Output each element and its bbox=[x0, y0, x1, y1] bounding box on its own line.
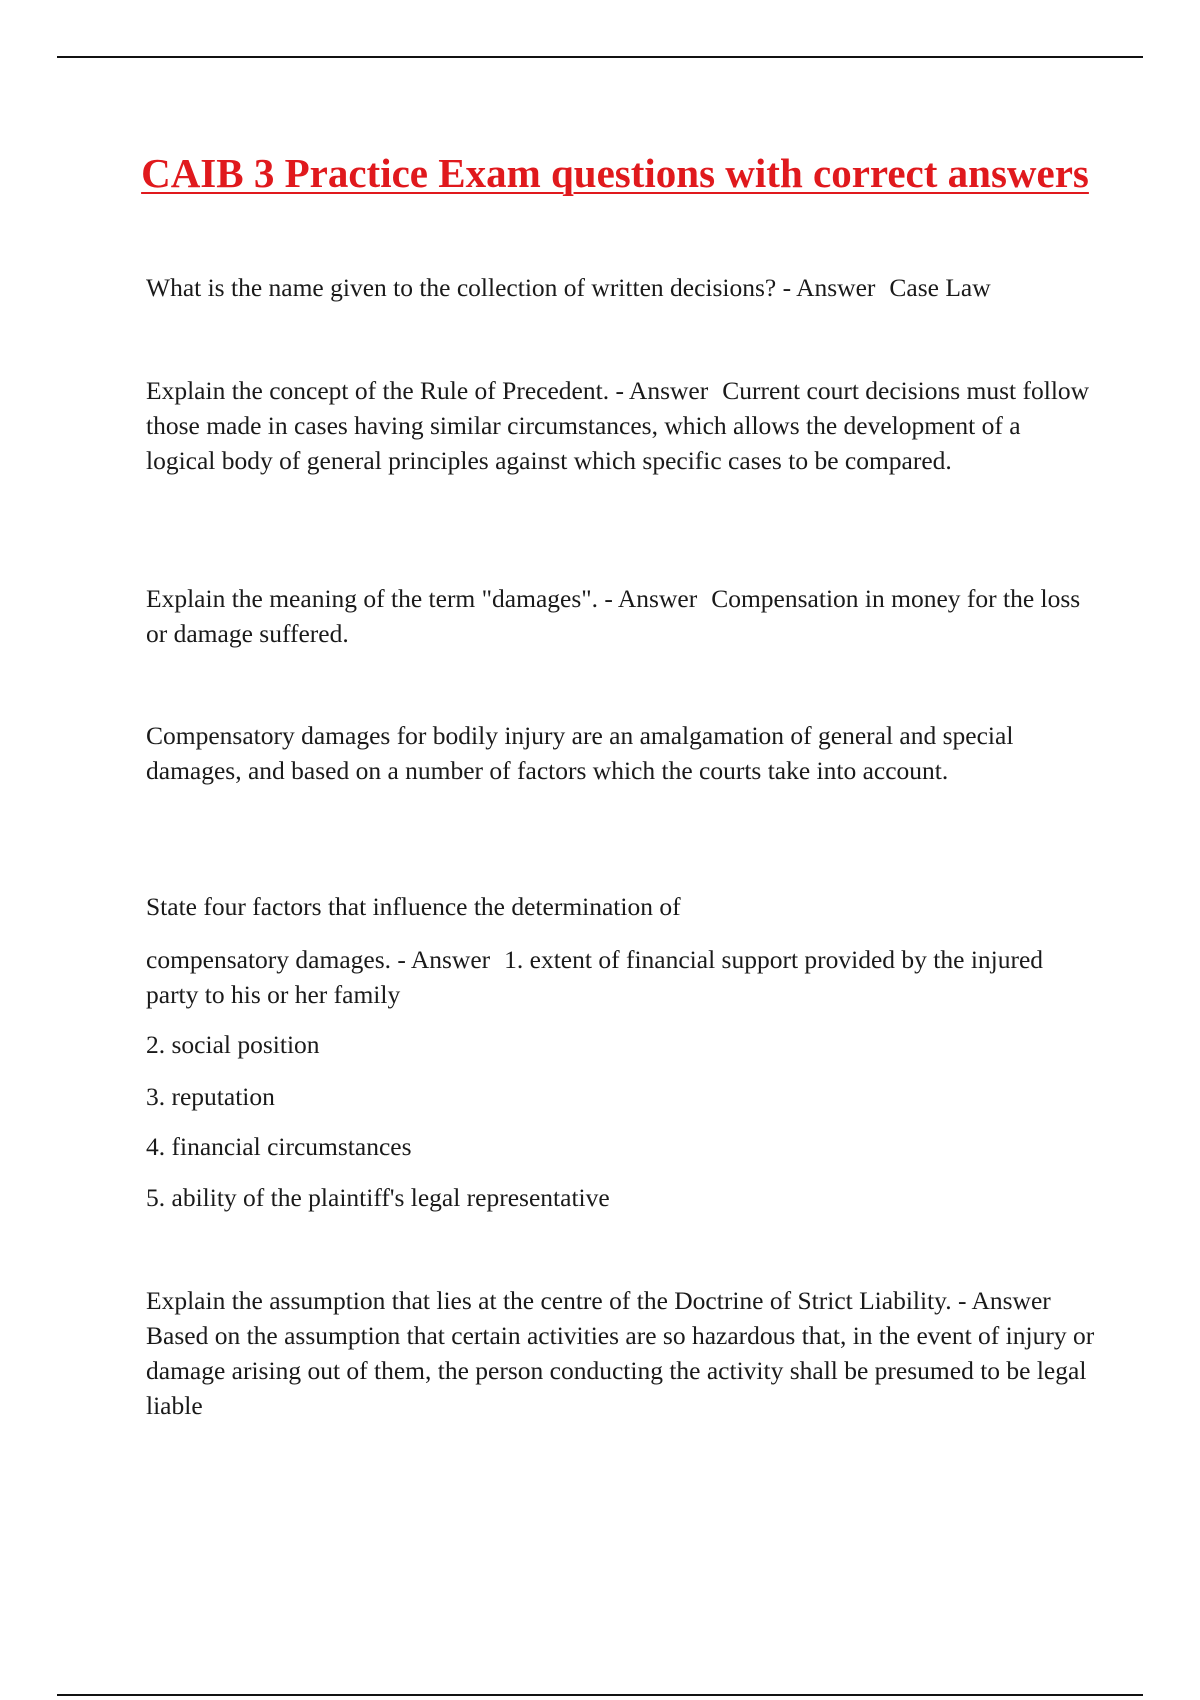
question-text: What is the name given to the collection of written decisions? - Answer bbox=[146, 273, 876, 302]
answer-text: Compensation in money for the loss or damage suffered. bbox=[146, 584, 1081, 648]
factor-list-item: 3. reputation bbox=[146, 1082, 275, 1111]
answer-text: Based on the assumption that certain activities are so hazardous that, in the event of injury or damage arising out of them, the person conducting the activity shall be presumed to be legal liable bbox=[146, 1321, 1095, 1420]
qa-item-2 bbox=[146, 373, 1096, 478]
qa-item-4-answer bbox=[146, 942, 1096, 1012]
qa-item-4 bbox=[146, 889, 1096, 924]
answer-text: Current court decisions must follow those made in cases having similar circumstances, which allows the development of a logical body of general principles against which specific cases to be compared. bbox=[146, 376, 1090, 475]
question-text-line1: State four factors that influence the determination of bbox=[146, 892, 681, 921]
answer-text: Case Law bbox=[889, 273, 991, 302]
qa-item-3 bbox=[146, 581, 1096, 651]
question-text-line2: compensatory damages. - Answer bbox=[146, 945, 491, 974]
footer-rule bbox=[57, 1694, 1143, 1696]
question-text: Explain the meaning of the term "damages". - Answer bbox=[146, 584, 698, 613]
statement-paragraph bbox=[146, 718, 1096, 788]
answer-text: 1. extent of financial support provided by the injured party to his or her family bbox=[146, 945, 1044, 1009]
factor-list-item: 2. social position bbox=[146, 1030, 320, 1059]
factor-list-item: 4. financial circumstances bbox=[146, 1132, 412, 1161]
document-title: CAIB 3 Practice Exam questions with correct answers bbox=[141, 150, 1089, 196]
header-rule bbox=[57, 56, 1143, 58]
factor-list-item: 5. ability of the plaintiff's legal representative bbox=[146, 1183, 610, 1212]
question-text: Explain the assumption that lies at the centre of the Doctrine of Strict Liability. - Answer bbox=[146, 1286, 1051, 1315]
qa-item-5 bbox=[146, 1283, 1096, 1423]
statement-text: Compensatory damages for bodily injury are an amalgamation of general and special damages, and based on a number of factors which the courts take into account. bbox=[146, 721, 1014, 785]
question-text: Explain the concept of the Rule of Precedent. - Answer bbox=[146, 376, 709, 405]
qa-item-1 bbox=[146, 270, 1096, 305]
